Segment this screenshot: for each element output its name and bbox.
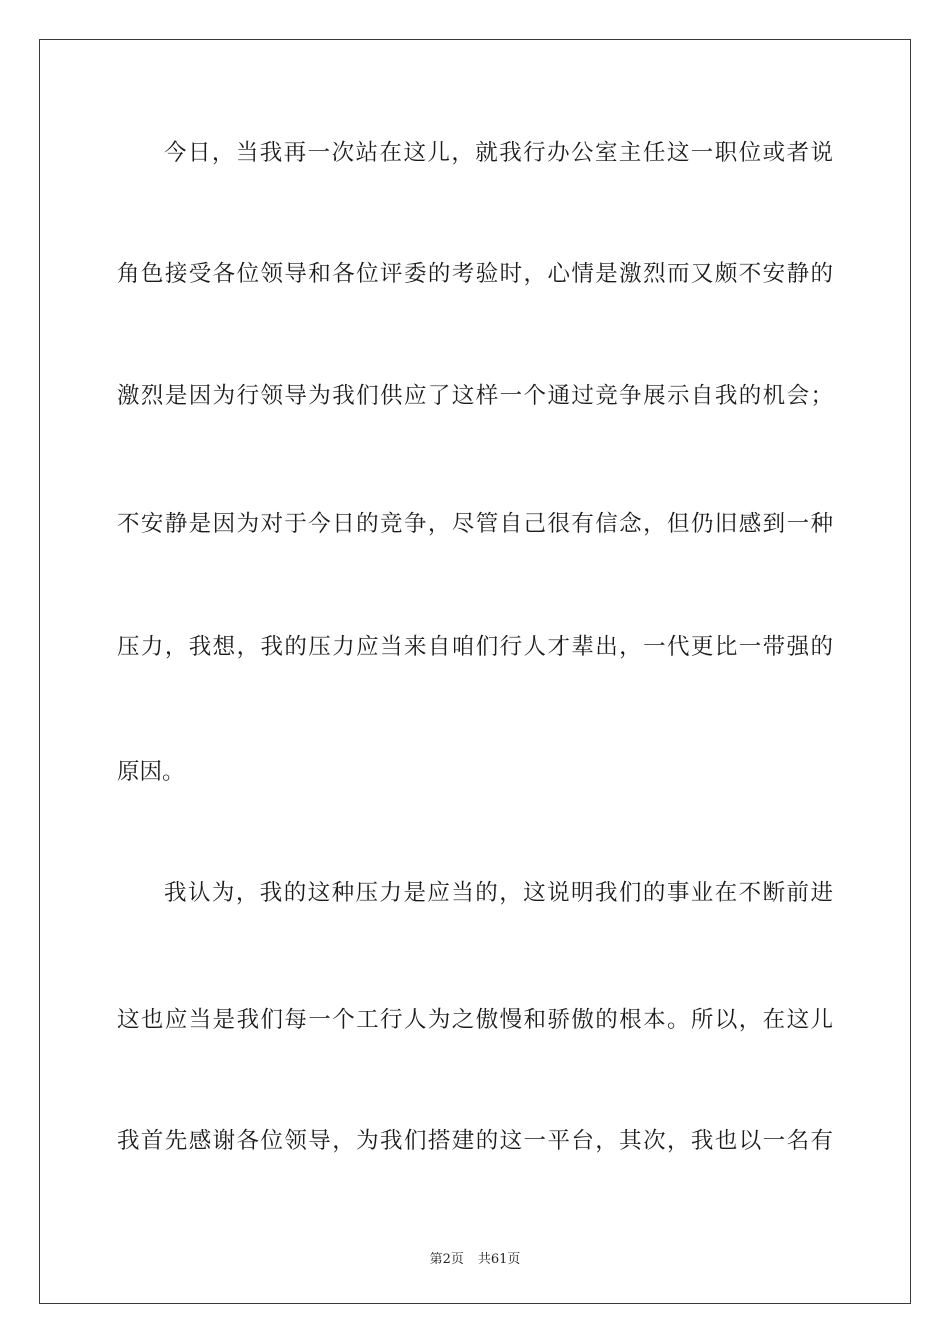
- paragraph-line: 我认为，我的这种压力是应当的，这说明我们的事业在不断前进: [164, 880, 833, 906]
- paragraph-line: 这也应当是我们每一个工行人为之傲慢和骄傲的根本。所以，在这儿: [117, 1007, 833, 1033]
- paragraph-line: 角色接受各位领导和各位评委的考验时，心情是激烈而又颇不安静的: [117, 261, 833, 287]
- paragraph-line: 压力，我想，我的压力应当来自咱们行人才辈出，一代更比一带强的: [117, 634, 833, 660]
- paragraph-line: 原因。: [117, 759, 185, 785]
- paragraph-line: 今日，当我再一次站在这儿，就我行办公室主任这一职位或者说: [164, 140, 833, 166]
- page-total: 共61页: [477, 1252, 521, 1267]
- page-number: 第2页: [429, 1252, 464, 1267]
- paragraph-line: 我首先感谢各位领导，为我们搭建的这一平台，其次，我也以一名有: [117, 1128, 833, 1154]
- page-footer: [0, 1248, 950, 1267]
- paragraph-line: 不安静是因为对于今日的竞争，尽管自己很有信念，但仍旧感到一种: [117, 511, 833, 537]
- paragraph-line: 激烈是因为行领导为我们供应了这样一个通过竞争展示自我的机会；: [117, 383, 833, 409]
- page-border: [39, 39, 911, 1304]
